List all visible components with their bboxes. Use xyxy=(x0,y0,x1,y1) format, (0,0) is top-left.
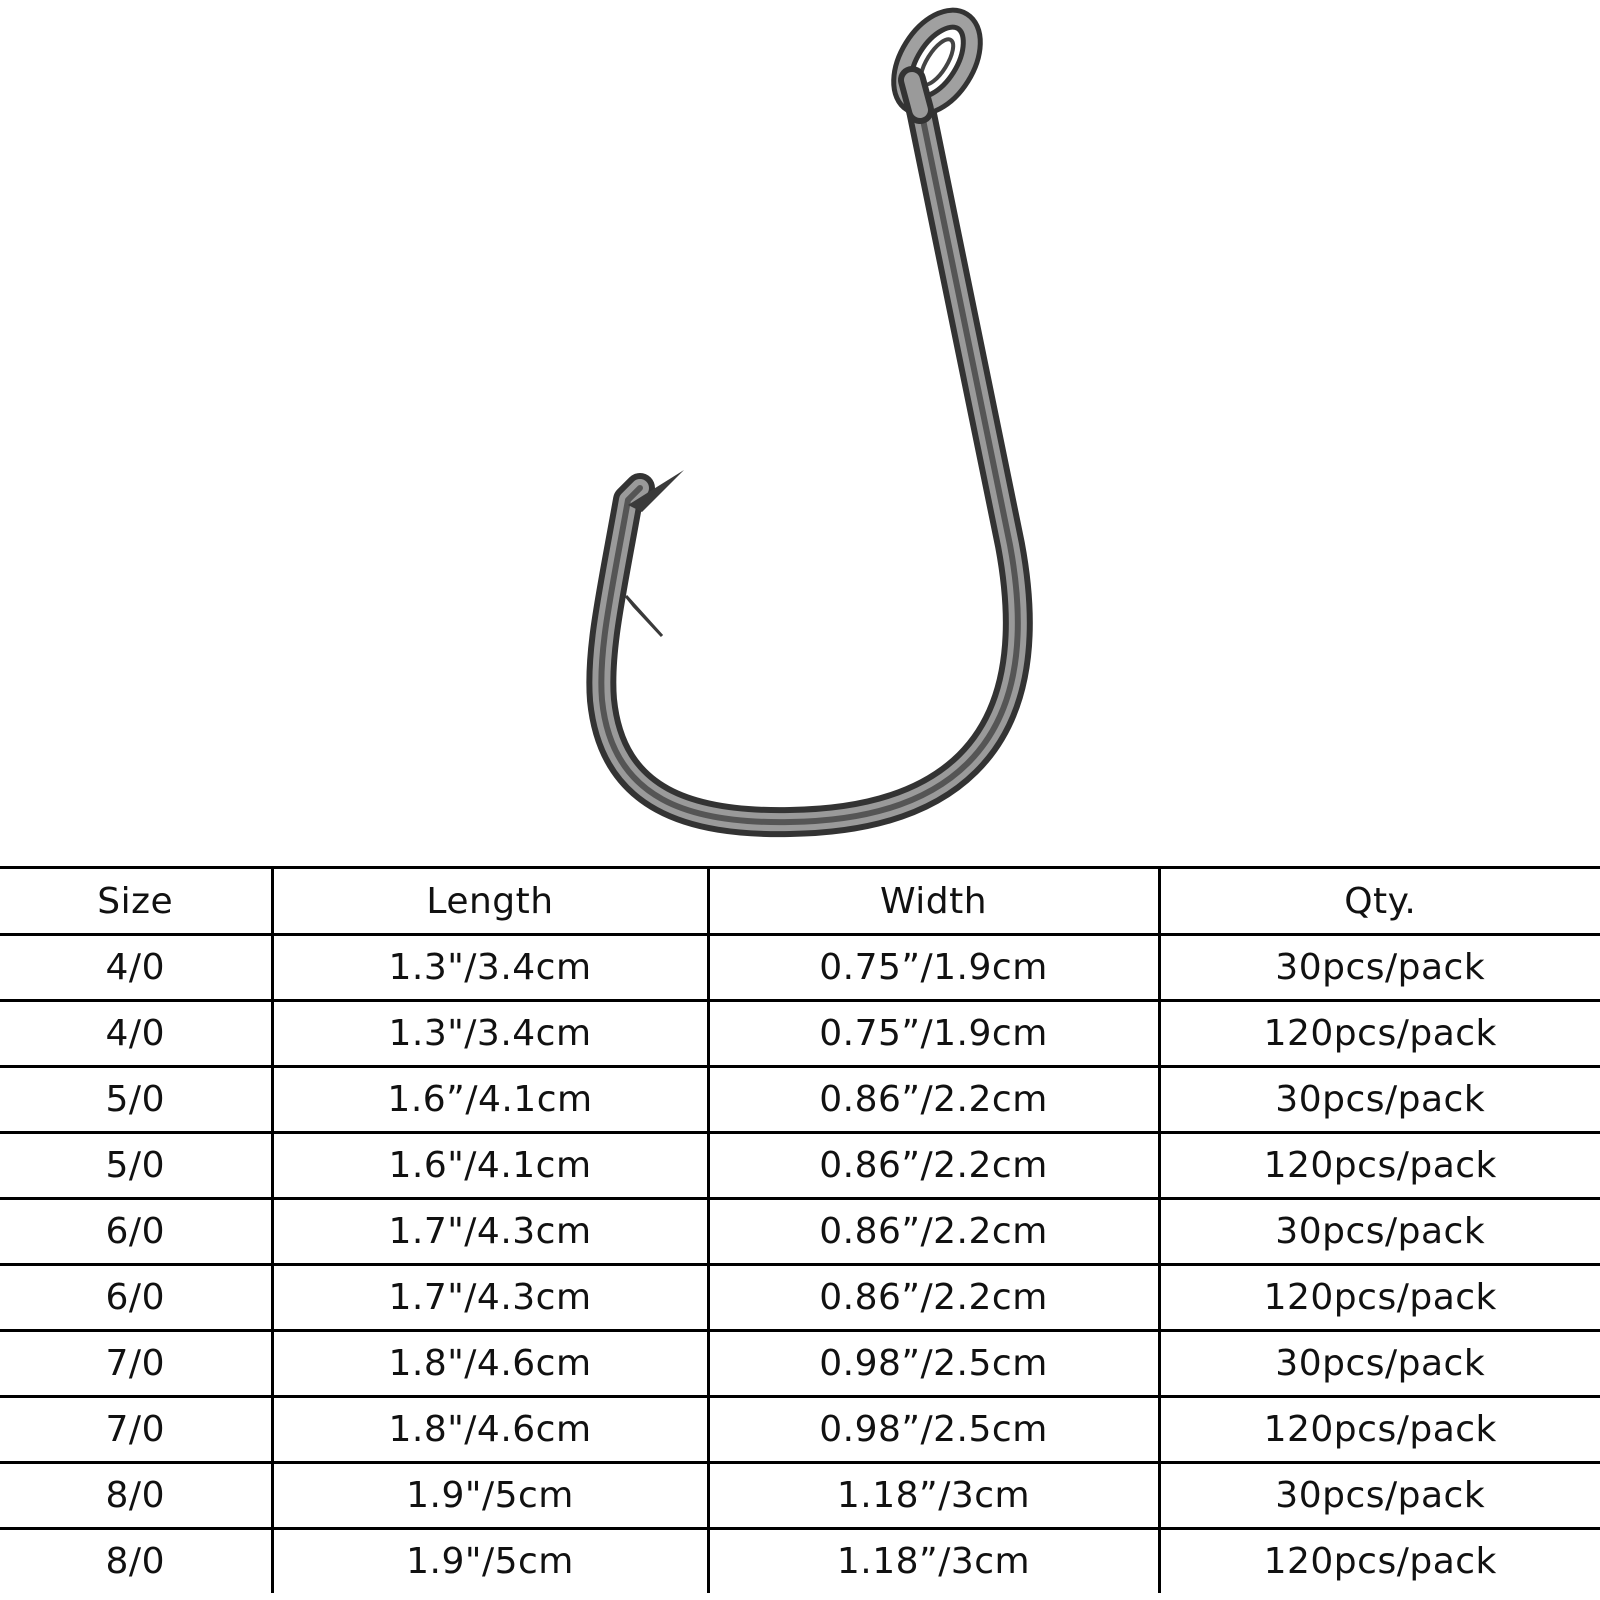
table-row xyxy=(0,1199,1600,1265)
cell-size: 6/0 xyxy=(0,1199,272,1265)
spec-table xyxy=(0,866,1600,1593)
cell-width: 0.86”/2.2cm xyxy=(708,1133,1159,1199)
table-row xyxy=(0,1133,1600,1199)
cell-width: 1.18”/3cm xyxy=(708,1529,1159,1594)
cell-length: 1.7"/4.3cm xyxy=(272,1265,708,1331)
cell-width: 0.98”/2.5cm xyxy=(708,1331,1159,1397)
cell-qty: 120pcs/pack xyxy=(1159,1133,1600,1199)
table-row xyxy=(0,1001,1600,1067)
cell-qty: 30pcs/pack xyxy=(1159,935,1600,1001)
table-row xyxy=(0,1397,1600,1463)
table-row xyxy=(0,935,1600,1001)
cell-length: 1.3"/3.4cm xyxy=(272,935,708,1001)
cell-qty: 30pcs/pack xyxy=(1159,1331,1600,1397)
cell-size: 7/0 xyxy=(0,1331,272,1397)
cell-qty: 120pcs/pack xyxy=(1159,1001,1600,1067)
header-qty: Qty. xyxy=(1159,868,1600,935)
cell-width: 0.75”/1.9cm xyxy=(708,1001,1159,1067)
cell-length: 1.9"/5cm xyxy=(272,1529,708,1594)
cell-size: 8/0 xyxy=(0,1529,272,1594)
table-row xyxy=(0,1331,1600,1397)
cell-size: 4/0 xyxy=(0,935,272,1001)
cell-width: 0.86”/2.2cm xyxy=(708,1067,1159,1133)
cell-length: 1.7"/4.3cm xyxy=(272,1199,708,1265)
table-row xyxy=(0,1463,1600,1529)
cell-size: 8/0 xyxy=(0,1463,272,1529)
cell-qty: 120pcs/pack xyxy=(1159,1529,1600,1594)
cell-qty: 30pcs/pack xyxy=(1159,1067,1600,1133)
cell-size: 5/0 xyxy=(0,1133,272,1199)
cell-qty: 30pcs/pack xyxy=(1159,1199,1600,1265)
header-length: Length xyxy=(272,868,708,935)
cell-width: 0.86”/2.2cm xyxy=(708,1199,1159,1265)
cell-length: 1.6”/4.1cm xyxy=(272,1067,708,1133)
cell-size: 7/0 xyxy=(0,1397,272,1463)
cell-width: 0.86”/2.2cm xyxy=(708,1265,1159,1331)
table-row xyxy=(0,1265,1600,1331)
cell-length: 1.3"/3.4cm xyxy=(272,1001,708,1067)
cell-size: 4/0 xyxy=(0,1001,272,1067)
header-width: Width xyxy=(708,868,1159,935)
cell-length: 1.9"/5cm xyxy=(272,1463,708,1529)
cell-qty: 120pcs/pack xyxy=(1159,1397,1600,1463)
cell-width: 1.18”/3cm xyxy=(708,1463,1159,1529)
cell-length: 1.8"/4.6cm xyxy=(272,1331,708,1397)
cell-length: 1.6"/4.1cm xyxy=(272,1133,708,1199)
table-row xyxy=(0,1067,1600,1133)
cell-width: 0.98”/2.5cm xyxy=(708,1397,1159,1463)
cell-size: 5/0 xyxy=(0,1067,272,1133)
header-size: Size xyxy=(0,868,272,935)
cell-width: 0.75”/1.9cm xyxy=(708,935,1159,1001)
cell-length: 1.8"/4.6cm xyxy=(272,1397,708,1463)
cell-qty: 120pcs/pack xyxy=(1159,1265,1600,1331)
cell-size: 6/0 xyxy=(0,1265,272,1331)
table-row xyxy=(0,1529,1600,1594)
table-header-row xyxy=(0,868,1600,935)
cell-qty: 30pcs/pack xyxy=(1159,1463,1600,1529)
